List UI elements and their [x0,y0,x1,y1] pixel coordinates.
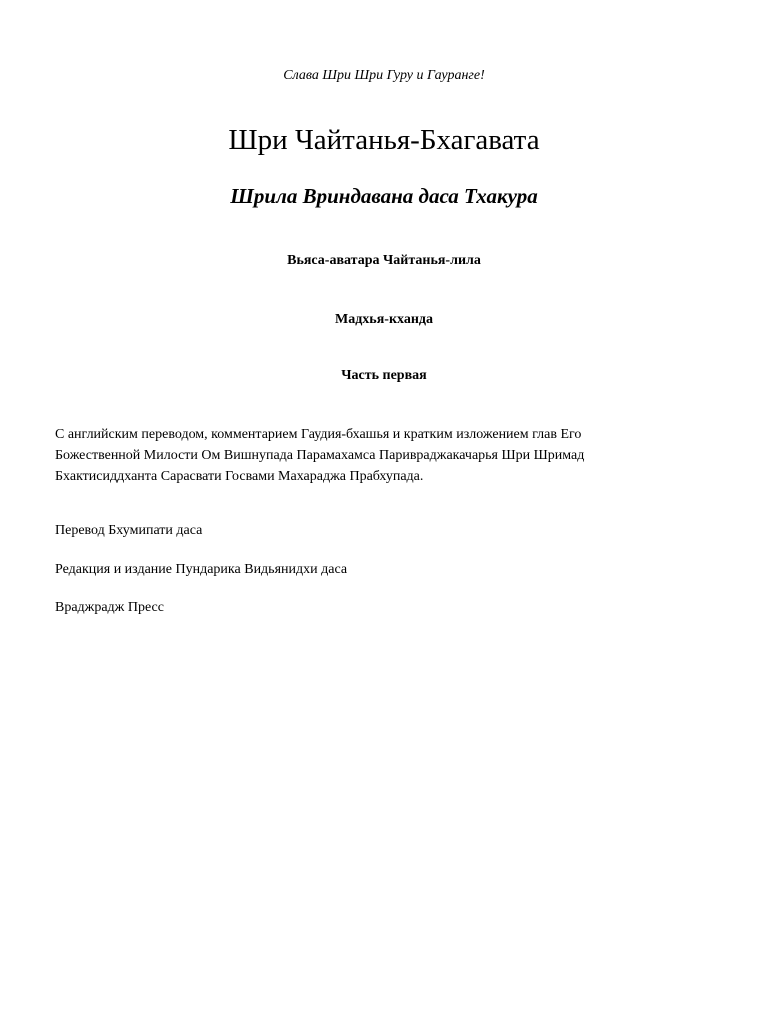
publisher-credit: Враджрадж Пресс [55,600,164,615]
intro-line: Бхактисиддханта Сарасвати Госвами Махараджа Прабхупада. [55,469,424,484]
intro-paragraph [55,424,655,487]
section-title: Мадхья-кханда [335,312,433,327]
epigraph: Слава Шри Шри Гуру и Гауранге! [283,68,485,83]
subtitle: Вьяса-аватара Чайтанья-лила [287,253,481,268]
book-title: Шри Чайтанья-Бхагавата [228,124,540,156]
intro-line: С английским переводом, комментарием Гаудия-бхашья и кратким изложением глав Его [55,427,582,442]
author: Шрила Вриндавана даса Тхакура [230,184,538,208]
part-title: Часть первая [341,368,427,383]
editor-credit: Редакция и издание Пундарика Видьянидхи даса [55,562,348,577]
intro-line: Божественной Милости Ом Вишнупада Парамахамса Паривраджакачарья Шри Шримад [55,448,585,463]
translator-credit: Перевод Бхумипати даса [55,523,203,538]
